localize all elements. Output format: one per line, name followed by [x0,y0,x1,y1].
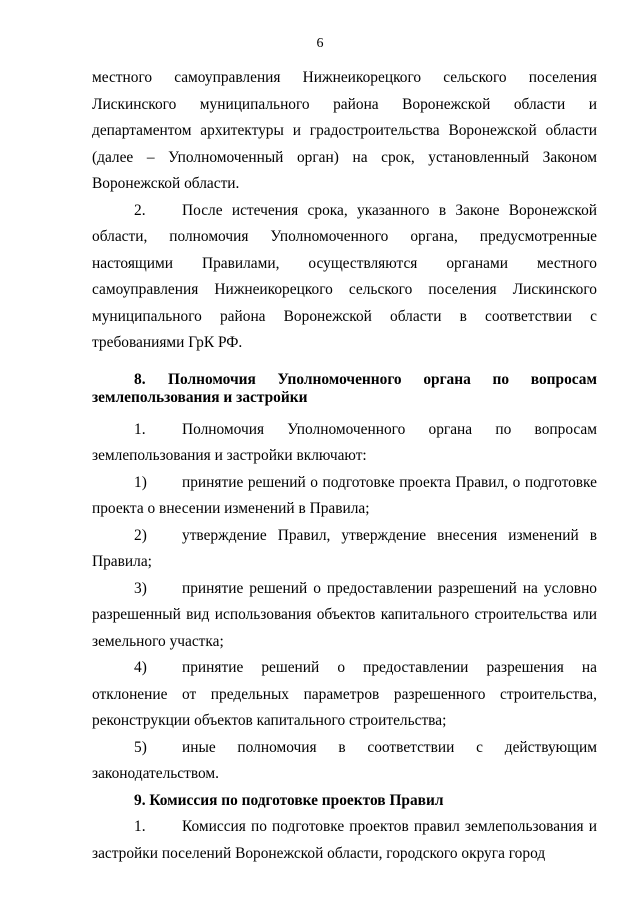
item-text: принятие решений о предоставлении разрешений на условно разрешенный вид использования объектов капитального строительства или земельного участка; [92,579,597,650]
section9-item [92,814,597,867]
item-number: 1) [134,473,147,491]
section9-heading: 9. Комиссия по подготовке проектов Правил [134,791,444,809]
item-number: 4) [134,659,147,676]
item-number: 2. [134,201,146,219]
section-number: 8. [134,370,146,388]
section8-heading [92,371,597,407]
page-number: 6 [316,36,324,51]
item-number: 1. [134,420,146,438]
section8-intro [92,417,597,470]
list-item [92,523,597,576]
item-number: 2) [134,526,147,544]
item-text: принятие решений о подготовке проекта Правил, о подготовке проекта о внесении изменений в Правила; [92,473,597,517]
item-text: Комиссия по подготовке проектов правил землепользования и застройки поселений Воронежской области, городского округа город [92,818,597,862]
item-number: 5) [134,738,147,756]
list-item [92,735,597,788]
document-body [92,65,597,867]
list-item [92,655,597,735]
item-text: принятие решений о предоставлении разрешения на отклонение от предельных параметров разрешенного строительства, реконструкции объектов капитального строительства; [92,659,597,729]
item-text: Полномочия Уполномоченного органа по вопросам землепользования и застройки включают: [92,420,597,464]
item-text: утверждение Правил, утверждение внесения изменений в Правила; [92,526,597,570]
section7-item [92,198,597,357]
item-text: После истечения срока, указанного в Законе Воронежской области, полномочия Уполномоченного органа, предусмотренные настоящими Правилами, осуществляются органами местного самоуправления Нижнеикорецкого сельского поселения Лискинского муниципального района Воронежской области в соответствии с требованиями ГрК РФ. [92,201,597,351]
list-item [92,470,597,523]
section-title: Полномочия Уполномоченного органа по вопросам землепользования и застройки [92,370,597,406]
item-text: иные полномочия в соответствии с действующим законодательством. [92,738,597,782]
list-item [92,576,597,656]
item-number: 3) [134,579,147,597]
item-number: 1. [134,818,146,835]
continuation-paragraph: местного самоуправления Нижнеикорецкого сельского поселения Лискинского муниципального района Воронежской области и департаментом архитектуры и градостроительства Воронежской области (далее – Уполномоченный орган) на срок, установленный Законом Воронежской области. [92,69,597,192]
